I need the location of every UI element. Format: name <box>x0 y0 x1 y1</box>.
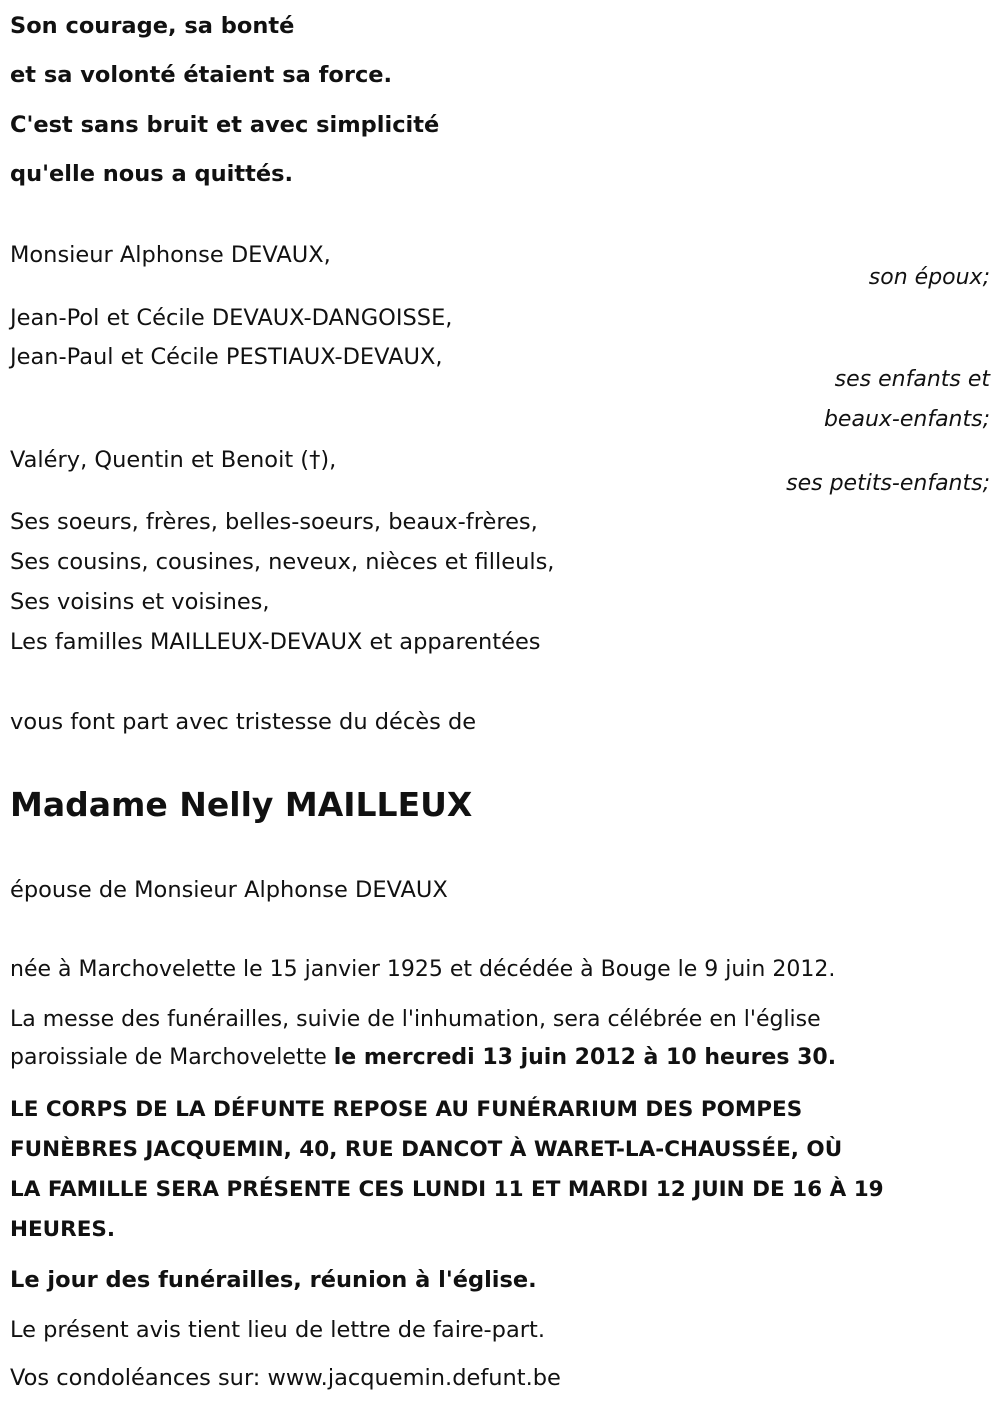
mass-line: La messe des funérailles, suivie de l'inhumation, sera célébrée en l'église <box>10 1007 821 1032</box>
grandchildren: Valéry, Quentin et Benoit (†), <box>10 447 337 473</box>
mass-text: paroissiale de Marchovelette <box>10 1045 334 1070</box>
spouse-of: épouse de Monsieur Alphonse DEVAUX <box>10 877 448 903</box>
children-role: ses enfants et <box>834 367 990 392</box>
relatives: Ses cousins, cousines, neveux, nièces et filleuls, <box>10 549 555 575</box>
poem-line: C'est sans bruit et avec simplicité <box>10 112 440 138</box>
deceased-name: Madame Nelly MAILLEUX <box>10 785 473 824</box>
mass-date: le mercredi 13 juin 2012 à 10 heures 30. <box>333 1045 837 1070</box>
poem-line: qu'elle nous a quittés. <box>10 161 294 187</box>
notice: Le présent avis tient lieu de lettre de faire-part. <box>10 1317 545 1343</box>
mass-line <box>10 1044 836 1072</box>
relatives: Les familles MAILLEUX-DEVAUX et apparentées <box>10 629 541 655</box>
spouse: Monsieur Alphonse DEVAUX, <box>10 242 331 268</box>
child: Jean-Pol et Cécile DEVAUX-DANGOISSE, <box>10 305 453 331</box>
poem-line: Son courage, sa bonté <box>10 13 295 39</box>
repose-line: LE CORPS DE LA DÉFUNTE REPOSE AU FUNÉRARIUM DES POMPES <box>10 1097 803 1122</box>
poem-line: et sa volonté étaient sa force. <box>10 62 393 88</box>
relatives: Ses voisins et voisines, <box>10 589 270 615</box>
birth-death: née à Marchovelette le 15 janvier 1925 et décédée à Bouge le 9 juin 2012. <box>10 957 836 982</box>
announcement: vous font part avec tristesse du décès de <box>10 709 477 735</box>
children-role: beaux-enfants; <box>823 407 990 432</box>
grandchildren-role: ses petits-enfants; <box>786 471 990 496</box>
meeting: Le jour des funérailles, réunion à l'église. <box>10 1267 537 1293</box>
repose-line: HEURES. <box>10 1217 116 1242</box>
spouse-role: son époux; <box>868 265 990 290</box>
repose-line: LA FAMILLE SERA PRÉSENTE CES LUNDI 11 ET MARDI 12 JUIN DE 16 À 19 <box>10 1177 884 1202</box>
condolences: Vos condoléances sur: www.jacquemin.defunt.be <box>10 1365 561 1391</box>
repose-line: FUNÈBRES JACQUEMIN, 40, RUE DANCOT À WARET-LA-CHAUSSÉE, OÙ <box>10 1137 843 1162</box>
relatives: Ses soeurs, frères, belles-soeurs, beaux-frères, <box>10 509 538 535</box>
child: Jean-Paul et Cécile PESTIAUX-DEVAUX, <box>10 344 443 370</box>
